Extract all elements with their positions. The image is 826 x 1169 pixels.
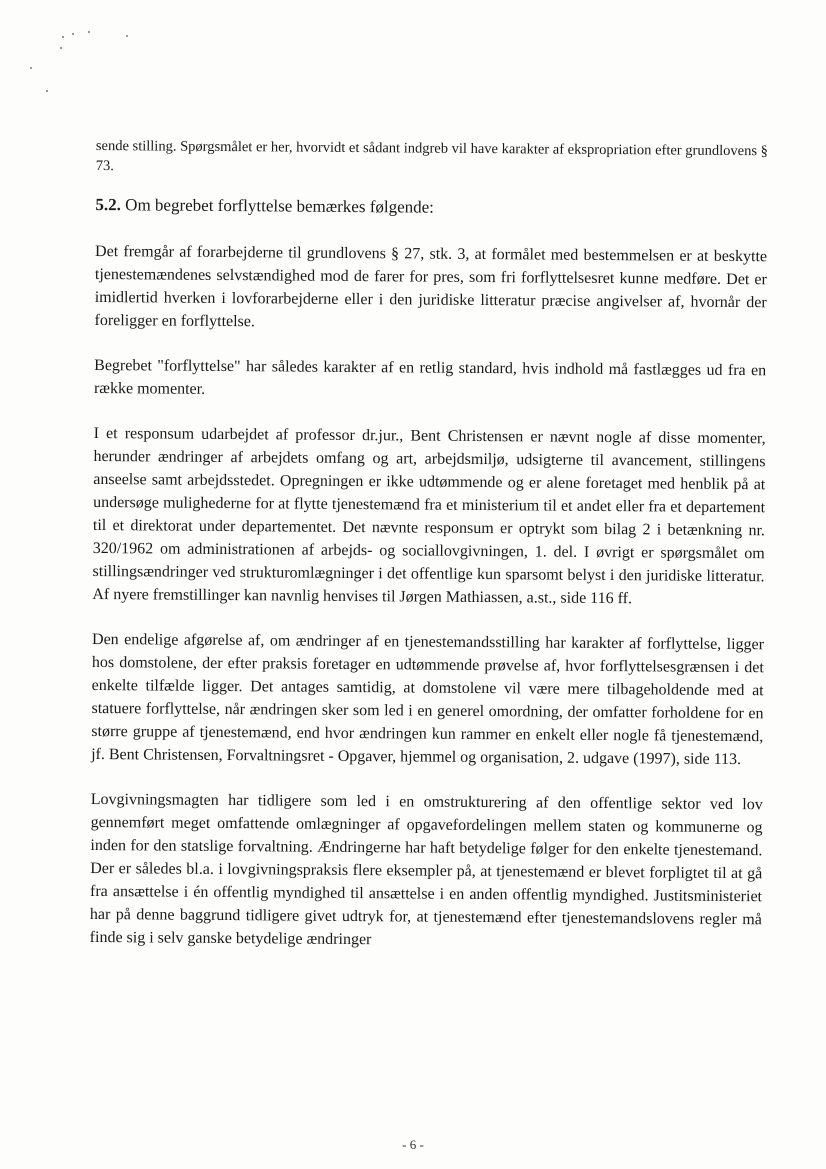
body-paragraph: Lovgivningsmagten har tidligere som led i en omstrukturering af den offentlige sektor ved lov gennemført meget omfattende omlægninger af opgavefordelingen mellem staten og kommunerne og inden for den statslige forvaltning. Ændringerne har haft betydelige følger for den enkelte tjenestemand. Der er således bl.a. i lovgivningspraksis flere eksempler på, at tjenestemænd er blevet forpligtet til at gå fra ansættelse i én offentlig myndighed til ansættelse i en anden offentlig myndighed. Justitsministeriet har på denne baggrund tidligere givet udtryk for, at tjenestemænd efter tjenestemandslovens regler må finde sig i selv ganske betydelige ændringer [89,790,763,949]
scan-speck [62,36,64,38]
body-paragraph: I et responsum udarbejdet af professor dr.jur., Bent Christensen er nævnt nogle af disse momenter, herunder ændringer af arbejdets omfang og art, arbejdsmiljø, udsigterne til avancement, stillingens anseelse samt arbejdsstedet. Opregningen er ikke udtømmende og er alene foretaget med henblik på at undersøge mulighederne for at flytte tjenestemænd fra et ministerium til et andet eller fra et departement til et direktorat under departementet. Det nævnte responsum er optrykt som bilag 2 i betænkning nr. 320/1962 om administrationen af arbejds- og sociallovgivningen, 1. del. I øvrigt er spørgsmålet om stillingsændringer ved strukturomlægninger i det offentlige kun sparsomt belyst i den juridiske litteratur. Af nyere fremstillinger kan navnlig henvises til Jørgen Mathiassen, a.st., side 116 ff. [92,424,766,608]
section-number: 5.2. [95,194,122,215]
document-body [89,136,768,976]
scan-speck [72,33,74,35]
section-title: Om begrebet forflyttelse bemærkes følgende: [125,195,435,217]
scan-speck [60,47,62,49]
body-paragraph: Den endelige afgørelse af, om ændringer af en tjenestemandsstilling har karakter af forflyttelse, ligger hos domstolene, der efter praksis foretager en udtømmende prøvelse af, hvor forflyttelsesgrænsen i det enkelte tilfælde ligger. Det antages samtidig, at domstolene vil være mere tilbageholdende med at statuere forflyttelse, når ændringen sker som led i en generel omordning, der omfatter forholdene for en større gruppe af tjenestemænd, end hvor ændringen kun rammer en enkelt eller nogle få tjenestemænd, jf. Bent Christensen, Forvaltningsret - Opgaver, hjemmel og organisation, 2. udgave (1997), side 113. [91,630,765,769]
body-paragraph: Begrebet "forflyttelse" har således karakter af en retlig standard, hvis indhold må fastlægges ud fra en række momenter. [93,356,767,398]
section-heading [95,194,767,221]
page-number: - 6 - [402,1137,424,1152]
body-paragraph: Det fremgår af forarbejderne til grundlovens § 27, stk. 3, at formålet med bestemmelsen er at beskytte tjenestemændenes selvstændighed mod de farer for pres, som fri forflyttelsesret kunne medføre. Det er imidlertid hverken i lovforarbejderne eller i den juridiske litteratur præcise angivelser af, hvornår der foreligger en forflyttelse. [94,242,768,331]
scan-speck [46,90,48,92]
lead-paragraph: sende stilling. Spørgsmålet er her, hvorvidt et sådant indgreb vil have karakter af ekspropriation efter grundlovens § 73. [95,137,768,175]
scan-speck [30,67,32,69]
scan-speck [126,35,128,37]
scan-speck [88,31,90,33]
